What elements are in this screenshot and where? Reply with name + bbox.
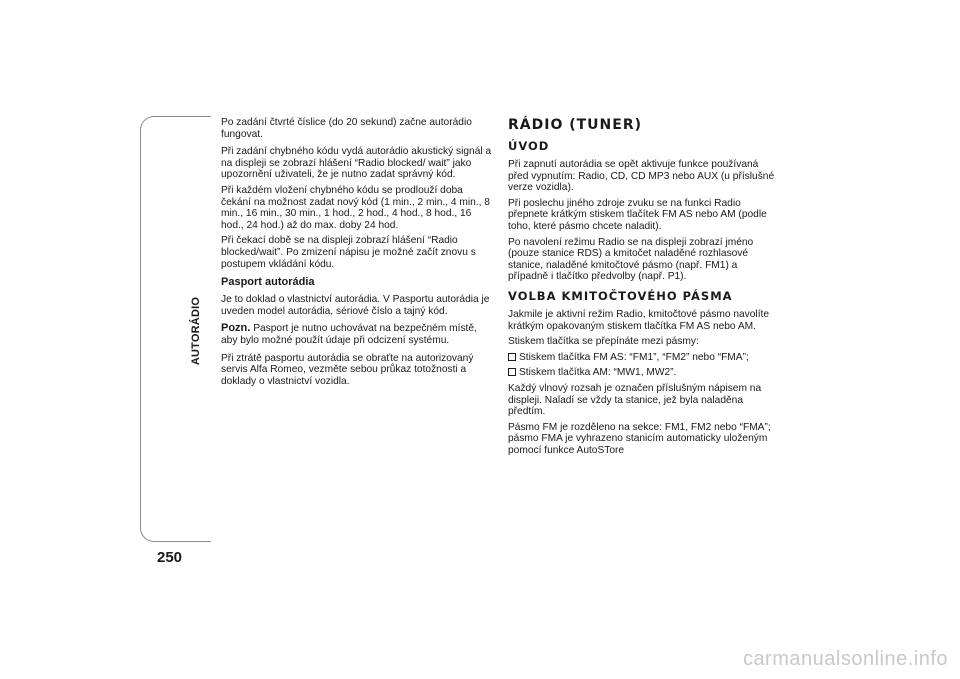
note-paragraph (221, 323, 493, 346)
paragraph: Pásmo FM je rozděleno na sekce: FM1, FM2 nebo “FMA”; pásmo FMA je vyhrazeno stanicím automaticky uloženým pomocí funkce AutoSTore (508, 421, 771, 456)
checkbox-bullet-icon (508, 353, 516, 361)
watermark: carmanualsonline.info (742, 648, 948, 670)
paragraph: Při zapnutí autorádia se opět aktivuje funkce používaná před vypnutím: Radio, CD, CD MP3 nebo AUX (u příslušné verze vozidla). (508, 159, 775, 194)
paragraph: Každý vlnový rozsah je označen příslušným nápisem na displeji. Naladí se vždy ta stanice, jež byla naladěna předtím. (508, 382, 762, 418)
paragraph: Při zadání chybného kódu vydá autorádio akustický signál a na displeji se zobrazí hlášení “Radio blocked/ wait” jako upozornění uživateli, že je nutno zadat správný kód. (221, 146, 492, 181)
paragraph: Při ztrátě pasportu autorádia se obraťte na autorizovaný servis Alfa Romeo, vezměte sebou průkaz totožnosti a doklady o vlastnictví vozidla. (221, 352, 474, 387)
list-item: Stiskem tlačítka FM AS: “FM1”, “FM2” nebo “FMA”; (508, 352, 780, 364)
paragraph: Při poslechu jiného zdroje zvuku se na funkci Radio přepnete krátkým stiskem tlačítek FM AS nebo AM (podle toho, které pásmo chcete naladit). (508, 197, 767, 232)
paragraph: Při každém vložení chybného kódu se prodlouží doba čekání na možnost zadat nový kód (1 min., 2 min., 4 min., 8 min., 16 min., 30 min., 1 hod., 2 hod., 4 hod., 8 hod., 16 hod., 24 hod.) až do max. doby 24 hod. (221, 184, 490, 231)
note-label: Pozn. (221, 322, 251, 335)
paragraph: Stiskem tlačítka se přepínáte mezi pásmy: (508, 336, 699, 348)
list-item: Stiskem tlačítka AM: “MW1, MW2”. (508, 367, 780, 379)
heading-band-selection: VOLBA KMITOČTOVÉHO PÁSMA (508, 288, 733, 303)
left-column (221, 117, 493, 393)
section-side-label: AUTORÁDIO (190, 296, 202, 366)
paragraph: Je to doklad o vlastnictví autorádia. V Pasportu autorádia je uveden model autorádia, sériové číslo a tajný kód. (221, 294, 490, 317)
page-number: 250 (157, 549, 183, 566)
paragraph: Jakmile je aktivní režim Radio, kmitočtové pásmo navolíte krátkým opakovaným stiskem tlačítka FM AS nebo AM. (508, 308, 770, 332)
note-text: Pasport je nutno uchovávat na bezpečném místě, aby bylo možné použít údaje při odcizení systému. (221, 323, 477, 346)
paragraph: Při čekací době se na displeji zobrazí hlášení “Radio blocked/wait”. Po zmizení nápisu je možné začít znovu s postupem vkládání kódu. (221, 235, 476, 270)
heading-intro: ÚVOD (508, 139, 550, 153)
right-column (508, 117, 780, 462)
section-title: RÁDIO (TUNER) (508, 117, 642, 133)
paragraph: Po zadání čtvrté číslice (do 20 sekund) začne autorádio fungovat. (221, 117, 472, 140)
paragraph: Po navolení režimu Radio se na displeji zobrazí jméno (pouze stanice RDS) a kmitočet naladěné rozhlasové stanice, naladěné kmitočtové pásmo (např. FM1) a případně i tlačítko předvolby (např. P1). (508, 236, 754, 283)
checkbox-bullet-icon (508, 368, 516, 376)
heading-passport: Pasport autorádia (221, 276, 315, 289)
